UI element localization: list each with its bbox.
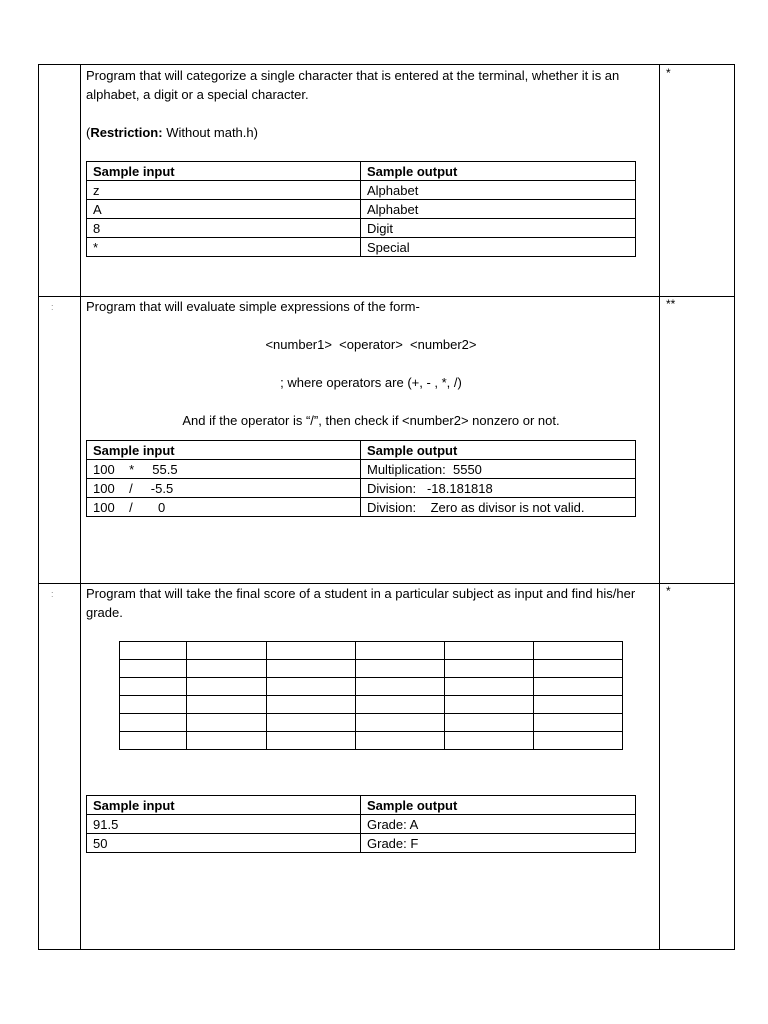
sample-output: Digit xyxy=(361,219,636,238)
table-header-row xyxy=(87,162,636,181)
expression-form: <number1> <operator> <number2> xyxy=(265,337,477,352)
task-row-1 xyxy=(38,64,735,297)
sample-output-header: Sample output xyxy=(361,796,636,815)
operators-note: ; where operators are (+, - , *, /) xyxy=(280,375,462,390)
table-row xyxy=(87,219,636,238)
difficulty-stars: * xyxy=(666,584,671,598)
task-description-cell xyxy=(86,583,656,851)
sample-output: Division: Zero as divisor is not valid. xyxy=(361,498,636,517)
sample-table xyxy=(86,161,636,257)
table-row xyxy=(87,238,636,257)
sample-input: 100 / -5.5 xyxy=(87,479,361,498)
sample-input: 50 xyxy=(87,834,361,853)
table-row xyxy=(120,660,623,678)
table-row xyxy=(87,815,636,834)
sample-output: Alphabet xyxy=(361,200,636,219)
sample-output: Division: -18.181818 xyxy=(361,479,636,498)
table-row xyxy=(120,714,623,732)
difficulty-stars: * xyxy=(666,66,671,80)
task-number-cell xyxy=(39,65,81,296)
sample-input: 8 xyxy=(87,219,361,238)
sample-input: z xyxy=(87,181,361,200)
table-row xyxy=(120,642,623,660)
task-description: Program that will categorize a single character that is entered at the terminal, whether it is an alphabet, a digit or a special character. xyxy=(86,68,620,102)
sample-output: Special xyxy=(361,238,636,257)
restriction-text: Without math.h xyxy=(166,125,254,140)
table-row xyxy=(87,460,636,479)
sample-input-header: Sample input xyxy=(87,796,361,815)
sample-input: 100 * 55.5 xyxy=(87,460,361,479)
sample-input-header: Sample input xyxy=(87,162,361,181)
task-description-cell xyxy=(86,296,656,517)
table-header-row xyxy=(87,441,636,460)
sample-input: A xyxy=(87,200,361,219)
sample-output: Alphabet xyxy=(361,181,636,200)
table-row xyxy=(87,498,636,517)
sample-output: Grade: A xyxy=(361,815,636,834)
sample-input: * xyxy=(87,238,361,257)
sample-table xyxy=(86,795,636,853)
difficulty-cell xyxy=(659,583,734,949)
table-row xyxy=(87,834,636,853)
table-row xyxy=(87,200,636,219)
divisor-check-note: And if the operator is “/”, then check if <number2> nonzero or not. xyxy=(182,413,560,428)
task-number-cell: : xyxy=(39,296,81,583)
task-row-3 xyxy=(38,583,735,950)
restriction-note: (Restriction: Without math.h) xyxy=(86,125,258,140)
table-row xyxy=(120,696,623,714)
sample-output: Multiplication: 5550 xyxy=(361,460,636,479)
task-description: Program that will evaluate simple expressions of the form- xyxy=(86,299,420,314)
sample-input: 100 / 0 xyxy=(87,498,361,517)
sample-output-header: Sample output xyxy=(361,441,636,460)
task-description-cell xyxy=(86,65,656,257)
task-row-2 xyxy=(38,296,735,584)
difficulty-cell xyxy=(659,296,734,583)
restriction-label: Restriction: xyxy=(90,125,163,140)
sample-table xyxy=(86,440,636,517)
sample-output: Grade: F xyxy=(361,834,636,853)
sample-input: 91.5 xyxy=(87,815,361,834)
grade-table xyxy=(119,641,623,750)
difficulty-stars: ** xyxy=(666,297,676,311)
difficulty-cell xyxy=(659,65,734,296)
table-header-row xyxy=(87,796,636,815)
sample-input-header: Sample input xyxy=(87,441,361,460)
table-row xyxy=(120,678,623,696)
table-row xyxy=(120,732,623,750)
task-number-cell: : xyxy=(39,583,81,949)
table-row xyxy=(87,479,636,498)
task-description: Program that will take the final score of a student in a particular subject as input and find his/her grade. xyxy=(86,586,636,620)
sample-output-header: Sample output xyxy=(361,162,636,181)
table-row xyxy=(87,181,636,200)
